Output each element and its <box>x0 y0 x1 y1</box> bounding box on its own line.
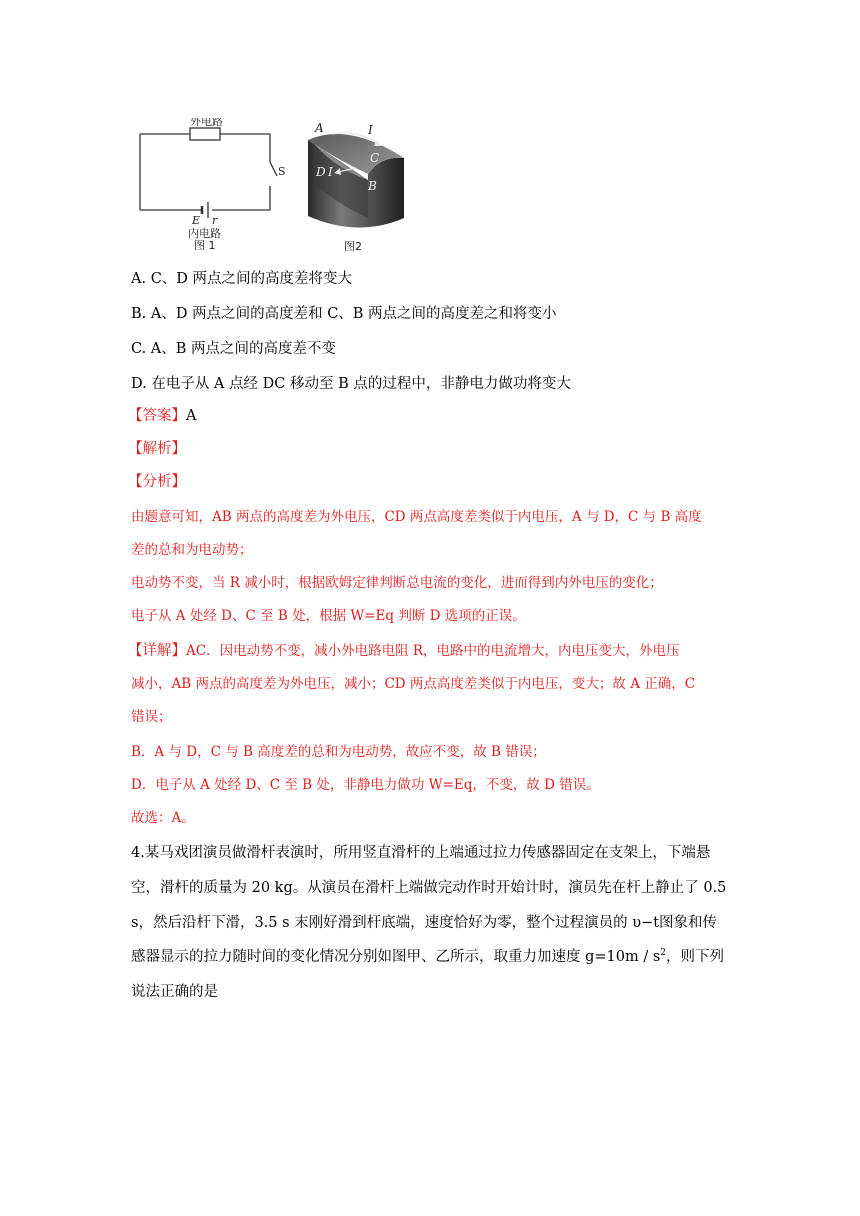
fenxi-line-4: 电子从 A 处经 D、C 至 B 处，根据 W=Eq 判断 D 选项的正误。 <box>131 608 526 624</box>
circuit-figure <box>128 118 418 258</box>
fig2-caption: 图2 <box>344 240 362 253</box>
q4-line-4-sup: 2 <box>660 948 667 958</box>
analysis-tag: 【解析】 <box>128 441 186 457</box>
detail-tag: 【详解】 <box>128 643 186 659</box>
fig2-label-A: A <box>315 121 324 135</box>
answer-line <box>128 405 196 427</box>
q4-line-3: s，然后沿杆下滑，3.5 s 末刚好滑到杆底端，速度恰好为零，整个过程演员的 υ−t图象和传 <box>131 915 718 931</box>
detail-line-1 <box>128 640 680 662</box>
answer-value: A <box>186 408 197 424</box>
q4-line-4b: ，则下列 <box>666 949 725 965</box>
fig1-external-label: 外电路 <box>190 118 223 128</box>
fenxi-tag: 【分析】 <box>128 474 186 490</box>
detail-line-2: 减小，AB 两点的高度差为外电压，减小；CD 两点高度差类似于内电压，变大；故 A 正确，C <box>131 676 696 692</box>
q4-line-4 <box>131 946 724 968</box>
fig1-r-label: r <box>212 214 218 227</box>
detail-line-5: D．电子从 A 处经 D、C 至 B 处，非静电力做功 W=Eq，不变，故 D 错误。 <box>131 777 600 793</box>
fig1-circuit <box>140 128 277 218</box>
q4-line-5: 说法正确的是 <box>131 984 218 1000</box>
answer-tag: 【答案】 <box>128 408 186 424</box>
fenxi-line-3: 电动势不变，当 R 减小时，根据欧姆定律判断总电流的变化，进而得到内外电压的变化； <box>131 575 663 591</box>
figure-svg <box>128 118 418 258</box>
fig1-internal-label: 内电路 <box>188 227 221 240</box>
fig2-label-I-top: I <box>368 123 373 137</box>
fig2-label-B: B <box>368 179 377 193</box>
detail-line-4: B．A 与 D，C 与 B 高度差的总和为电动势，故应不变，故 B 错误； <box>131 744 546 760</box>
fig2-label-I-mid: I <box>328 165 333 179</box>
detail-line-1-text: AC．因电动势不变，减小外电路电阻 R，电路中的电流增大，内电压变大，外电压 <box>186 643 680 659</box>
detail-line-3: 错误； <box>131 709 172 725</box>
fenxi-line-2: 差的总和为电动势； <box>131 542 253 558</box>
q4-line-4a: 感器显示的拉力随时间的变化情况分别如图甲、乙所示，取重力加速度 g=10m / s <box>131 949 661 965</box>
fig2-label-D: D <box>316 165 326 179</box>
option-c: C. A、B 两点之间的高度差不变 <box>131 341 337 357</box>
fig1-emf-label: E <box>192 214 201 227</box>
fenxi-line-1: 由题意可知，AB 两点的高度差为外电压，CD 两点高度差类似于内电压，A 与 D，C 与 B 高度 <box>131 509 702 525</box>
option-a: A. C、D 两点之间的高度差将变大 <box>131 271 353 287</box>
fig2-label-C: C <box>370 151 380 165</box>
fig1-caption: 图 1 <box>194 239 216 252</box>
fig1-switch-label: S <box>278 165 286 178</box>
q4-line-2: 空，滑杆的质量为 20 kg。从演员在滑杆上端做完动作时开始计时，演员先在杆上静止了 0.5 <box>131 880 727 896</box>
q4-line-1: 4.某马戏团演员做滑杆表演时，所用竖直滑杆的上端通过拉力传感器固定在支架上，下端悬 <box>131 845 711 861</box>
option-b: B. A、D 两点之间的高度差和 C、B 两点之间的高度差之和将变小 <box>131 306 557 322</box>
option-d: D. 在电子从 A 点经 DC 移动至 B 点的过程中，非静电力做功将变大 <box>131 376 571 392</box>
fig2-cylinder <box>308 133 404 227</box>
detail-line-6: 故选：A。 <box>131 810 195 826</box>
